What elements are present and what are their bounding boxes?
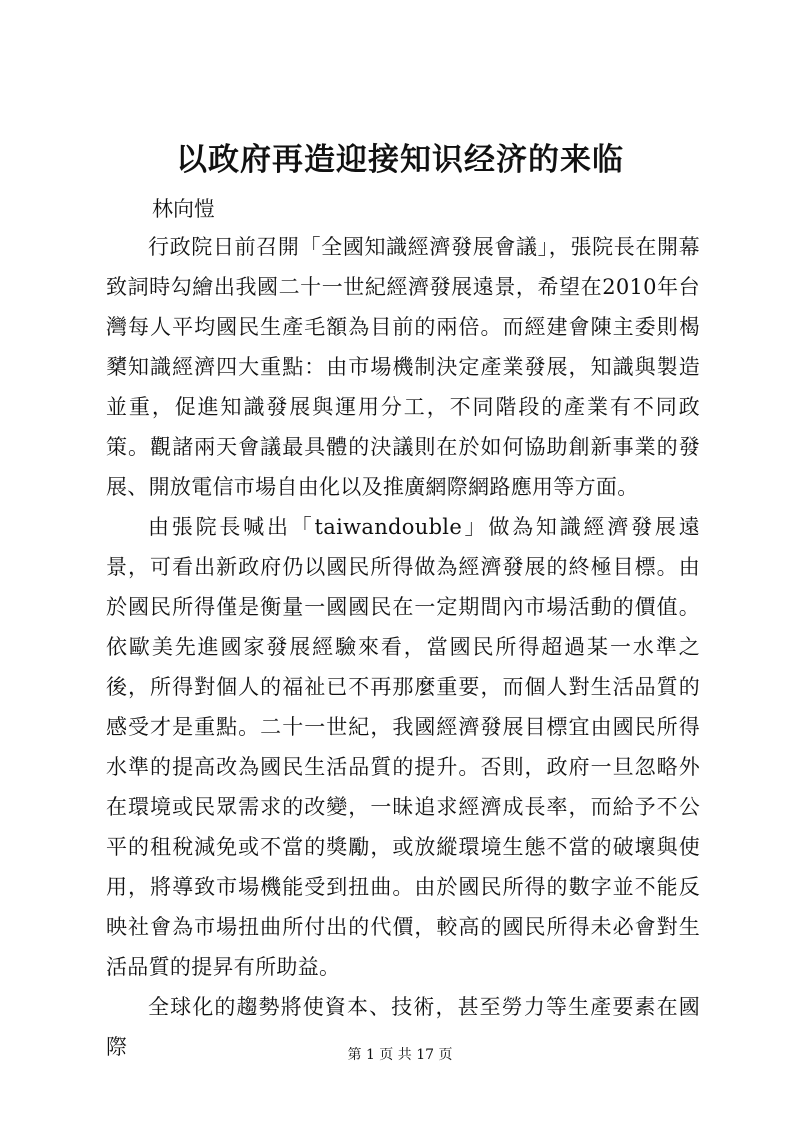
paragraph-3: 全球化的趨勢將使資本、技術，甚至勞力等生產要素在國際 xyxy=(106,995,700,1059)
document-body xyxy=(106,227,700,1067)
page-footer: 第 1 页 共 17 页 xyxy=(347,1047,453,1063)
paragraph-1: 行政院日前召開「全國知識經濟發展會議」，張院長在開幕致詞時勾繪出我國二十一世紀經濟發展遠景，希望在2010年台灣每人平均國民生產毛額為目前的兩倍。而經建會陳主委則楬櫫知識經濟四大重點：由市場機制決定產業發展，知識與製造並重，促進知識發展與運用分工，不同階段的產業有不同政策。觀諸兩天會議最具體的決議則在於如何協助創新事業的發展、開放電信市場自由化以及推廣網際網路應用等方面。 xyxy=(106,235,700,499)
document-title: 以政府再造迎接知识经济的来临 xyxy=(176,142,624,178)
author-name: 林向愷 xyxy=(152,197,215,221)
paragraph-2: 由張院長喊出「taiwandouble」做為知識經濟發展遠景，可看出新政府仍以國民所得做為經濟發展的終極目標。由於國民所得僅是衡量一國國民在一定期間內市場活動的價值。依歐美先進國家發展經驗來看，當國民所得超過某一水準之後，所得對個人的福祉已不再那麼重要，而個人對生活品質的感受才是重點。二十一世紀，我國經濟發展目標宜由國民所得水準的提高改為國民生活品質的提升。否則，政府一旦忽略外在環境或民眾需求的改變，一昧追求經濟成長率，而給予不公平的租稅減免或不當的獎勵，或放縱環境生態不當的破壞與使用，將導致市場機能受到扭曲。由於國民所得的數字並不能反映社會為市場扭曲所付出的代價，較高的國民所得未必會對生活品質的提昇有所助益。 xyxy=(106,515,700,979)
